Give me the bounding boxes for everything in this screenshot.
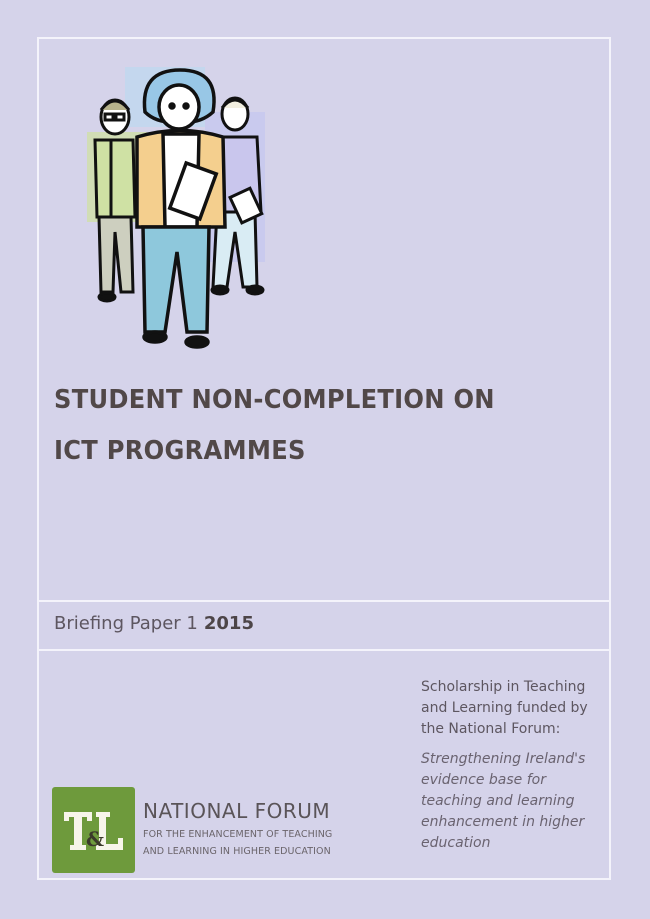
tagline-line-5: education <box>421 835 491 851</box>
forum-subtitle-line-1: FOR THE ENHANCEMENT OF TEACHING <box>143 829 333 840</box>
tl-logo <box>52 787 135 873</box>
forum-name: NATIONAL FORUM <box>143 799 331 823</box>
funding-line-3: the National Forum: <box>421 721 561 737</box>
title-line-2: ICT PROGRAMMES <box>54 436 306 466</box>
publication-year: 2015 <box>203 613 254 634</box>
tl-logo-mark-icon <box>52 787 135 873</box>
svg-text:&: & <box>86 827 105 851</box>
divider-bottom <box>37 649 611 651</box>
briefing-label <box>54 613 254 634</box>
funding-statement <box>421 677 611 854</box>
series-label: Briefing Paper 1 <box>54 613 198 634</box>
tagline-line-2: evidence base for <box>421 772 546 788</box>
divider-top <box>37 600 611 602</box>
tagline-line-3: teaching and learning <box>421 793 575 809</box>
funding-line-1: Scholarship in Teaching <box>421 679 586 695</box>
funding-line-2: and Learning funded by <box>421 700 588 716</box>
tagline-line-1: Strengthening Ireland's <box>421 751 586 767</box>
title-line-1: STUDENT NON-COMPLETION ON <box>54 385 495 415</box>
three-students-illustration <box>85 62 280 357</box>
tagline-line-4: enhancement in higher <box>421 814 585 830</box>
forum-subtitle-line-2: AND LEARNING IN HIGHER EDUCATION <box>143 846 331 857</box>
forum-subtitle <box>143 826 332 860</box>
cover-title <box>54 375 495 477</box>
funding-tagline <box>421 749 611 854</box>
